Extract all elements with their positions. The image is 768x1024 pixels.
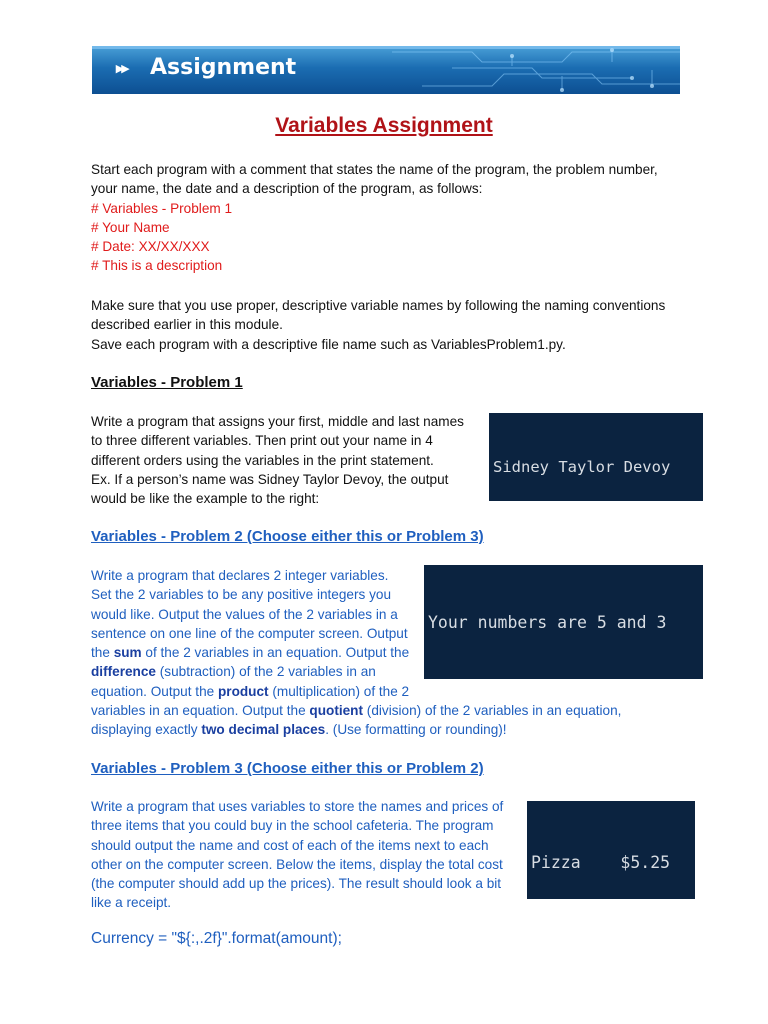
problem2-line: Set the 2 variables to be any positive integers you — [91, 587, 391, 603]
problem2-line: sentence on one line of the computer screen. Output — [91, 625, 408, 641]
problem3-text — [91, 797, 503, 913]
problem1-line: different orders using the variables in the print statement. — [91, 452, 434, 468]
problem2-line: variables in an equation. Output the quotient (division) of the 2 variables in an equation, — [91, 703, 622, 719]
problem1-line: Write a program that assigns your first, middle and last names — [91, 414, 464, 429]
problem3-line: Write a program that uses variables to store the names and prices of — [91, 799, 504, 814]
double-arrow-icon: ▸▸ — [116, 60, 128, 77]
problem2-console-output — [424, 565, 703, 679]
keyword-quotient: quotient — [309, 703, 364, 719]
intro-line: Make sure that you use proper, descriptive variable names by following the naming conventions — [91, 298, 666, 313]
keyword-two-decimal-places: two decimal places — [201, 722, 326, 738]
problem3-heading: Variables - Problem 3 (Choose either this or Problem 2) — [91, 760, 484, 777]
problem3-console-output — [527, 801, 695, 899]
problem1-line: would be like the example to the right: — [91, 491, 320, 507]
problem2-line: would like. Output the values of the 2 variables in a — [91, 606, 398, 622]
comment-line: # Variables - Problem 1 — [91, 200, 233, 216]
intro-line: Save each program with a descriptive file name such as VariablesProblem1.py. — [91, 336, 566, 352]
problem2-line: Write a program that declares 2 integer variables. — [91, 568, 389, 583]
naming-paragraph — [91, 296, 665, 354]
intro-line: described earlier in this module. — [91, 317, 283, 333]
problem1-line: to three different variables. Then print out your name in 4 — [91, 433, 433, 449]
keyword-difference: difference — [91, 664, 156, 680]
intro-paragraph — [91, 160, 658, 276]
problem3-line: (the computer should add up the prices). The result should look a bit — [91, 876, 502, 892]
currency-format-example: Currency = "${:,.2f}".format(amount); — [91, 930, 342, 947]
console-line: Sidney Taylor Devoy — [493, 458, 671, 476]
console-line: Pizza $5.25 — [531, 853, 671, 872]
page-title: Variables Assignment — [275, 114, 493, 137]
problem1-text — [91, 412, 464, 508]
comment-line: # Date: XX/XX/XXX — [91, 239, 210, 255]
problem1-line: Ex. If a person’s name was Sidney Taylor Devoy, the output — [91, 471, 449, 487]
problem2-line: equation. Output the product (multiplication) of the 2 — [91, 683, 410, 699]
problem3-line: three items that you could buy in the school cafeteria. The program — [91, 818, 494, 834]
console-line: Your numbers are 5 and 3 — [428, 613, 667, 632]
keyword-product: product — [217, 683, 269, 699]
comment-line: # Your Name — [91, 219, 170, 235]
intro-line: Start each program with a comment that states the name of the program, the problem number, — [91, 162, 658, 177]
problem2-line: displaying exactly two decimal places. (Use formatting or rounding)! — [91, 722, 507, 738]
assignment-banner — [92, 46, 680, 94]
problem2-line: the sum of the 2 variables in an equation. Output the — [91, 645, 410, 661]
problem3-line: other on the computer screen. Below the items, display the total cost — [91, 856, 503, 872]
problem1-heading: Variables - Problem 1 — [91, 374, 243, 391]
keyword-sum: sum — [113, 645, 142, 661]
problem1-console-output — [489, 413, 703, 501]
problem2-heading: Variables - Problem 2 (Choose either this or Problem 3) — [91, 528, 484, 545]
problem3-line: like a receipt. — [91, 895, 172, 911]
intro-line: your name, the date and a description of the program, as follows: — [91, 181, 483, 197]
problem3-line: should output the name and cost of each of the items next to each — [91, 837, 489, 853]
comment-line: # This is a description — [91, 258, 223, 274]
banner-label: Assignment — [150, 55, 297, 80]
problem2-line: difference (subtraction) of the 2 variables in an — [91, 664, 376, 680]
